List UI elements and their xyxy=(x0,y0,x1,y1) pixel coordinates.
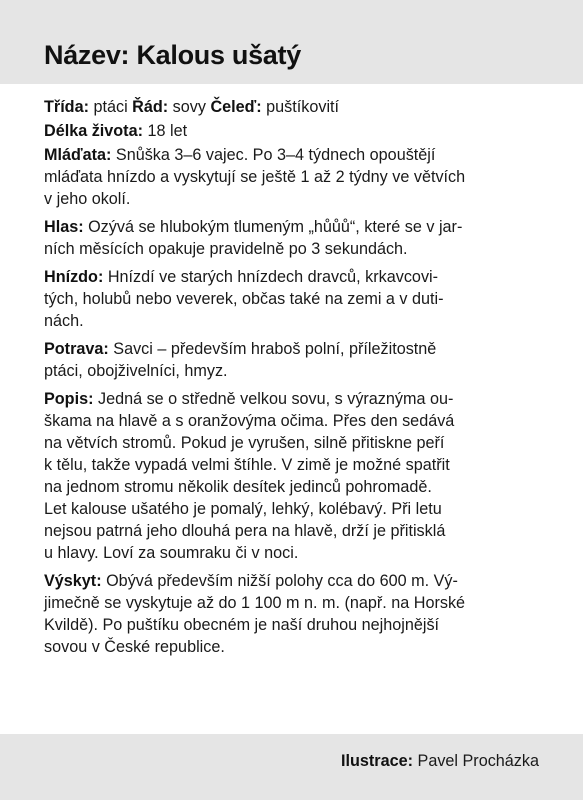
section-nest xyxy=(44,266,550,332)
text-line: Kvildě). Po puštíku obecném je naší druhou nejhojnější xyxy=(44,616,440,634)
family-label: Čeleď: xyxy=(210,98,262,116)
section-young xyxy=(44,144,550,210)
section-label: Popis: xyxy=(44,390,94,408)
credit-label: Ilustrace: xyxy=(341,752,414,770)
lifespan-value: 18 let xyxy=(147,122,188,140)
text-line-content: Ozývá se hlubokým tlumeným „hůůů“, které se v jar- xyxy=(88,218,463,236)
credit-value: Pavel Procházka xyxy=(417,752,539,770)
footer-bar xyxy=(0,734,583,800)
text-line: ptáci, obojživelníci, hmyz. xyxy=(44,362,228,380)
text-line xyxy=(44,570,550,592)
card-content xyxy=(44,96,550,664)
text-line: jimečně se vyskytuje až do 1 100 m n. m. (např. na Horské xyxy=(44,594,466,612)
title-label: Název: xyxy=(44,40,130,70)
text-line-content: Obývá především nižší polohy cca do 600 m. Vý- xyxy=(106,572,458,590)
text-line: na jednom stromu několik desítek jedinců pohromadě. xyxy=(44,478,432,496)
text-line: škama na hlavě a s oranžovýma očima. Přes den sedává xyxy=(44,412,455,430)
text-line-content: Hnízdí ve starých hnízdech dravců, krkavcovi- xyxy=(107,268,439,286)
text-line xyxy=(44,216,550,238)
section-label: Potrava: xyxy=(44,340,109,358)
section-label: Výskyt: xyxy=(44,572,102,590)
title-bar xyxy=(0,0,583,84)
lifespan-label: Délka života: xyxy=(44,122,143,140)
page-title xyxy=(44,40,301,71)
text-line: mláďata hnízdo a vyskytují se ještě 1 až 2 týdny ve větvích xyxy=(44,168,466,186)
section-label: Hlas: xyxy=(44,218,84,236)
text-line: sovou v České republice. xyxy=(44,638,225,656)
family-value: puštíkovití xyxy=(266,98,340,116)
text-line: Let kalouse ušatého je pomalý, lehký, kolébavý. Při letu xyxy=(44,500,442,518)
lifespan-row xyxy=(44,120,550,142)
illustration-credit xyxy=(341,752,539,771)
title-name: Kalous ušatý xyxy=(136,40,301,70)
text-line: k tělu, takže vypadá velmi štíhle. V zimě je možné spatřit xyxy=(44,456,450,474)
section-label: Hnízdo: xyxy=(44,268,104,286)
text-line xyxy=(44,144,550,166)
taxonomy-row xyxy=(44,96,550,118)
class-label: Třída: xyxy=(44,98,89,116)
text-line: v jeho okolí. xyxy=(44,190,131,208)
text-line xyxy=(44,338,550,360)
class-value: ptáci xyxy=(93,98,128,116)
text-line: ních měsících opakuje pravidelně po 3 sekundách. xyxy=(44,240,408,258)
text-line: nách. xyxy=(44,312,84,330)
text-line-content: Jedná se o středně velkou sovu, s výraznýma ou- xyxy=(97,390,454,408)
text-line-content: Savci – především hraboš polní, příležitostně xyxy=(113,340,437,358)
order-label: Řád: xyxy=(132,98,169,116)
section-description xyxy=(44,388,550,564)
text-line: u hlavy. Loví za soumraku či v noci. xyxy=(44,544,299,562)
section-food xyxy=(44,338,550,382)
text-line: tých, holubů nebo veverek, občas také na zemi a v duti- xyxy=(44,290,444,308)
text-line xyxy=(44,388,550,410)
text-line: nejsou patrná jeho dlouhá pera na hlavě, drží je přitisklá xyxy=(44,522,446,540)
section-voice xyxy=(44,216,550,260)
order-value: sovy xyxy=(172,98,206,116)
section-occurrence xyxy=(44,570,550,658)
text-line: na větvích stromů. Pokud je vyrušen, silně přitiskne peří xyxy=(44,434,445,452)
section-label: Mláďata: xyxy=(44,146,112,164)
text-line xyxy=(44,266,550,288)
text-line-content: Snůška 3–6 vajec. Po 3–4 týdnech opouštějí xyxy=(115,146,436,164)
